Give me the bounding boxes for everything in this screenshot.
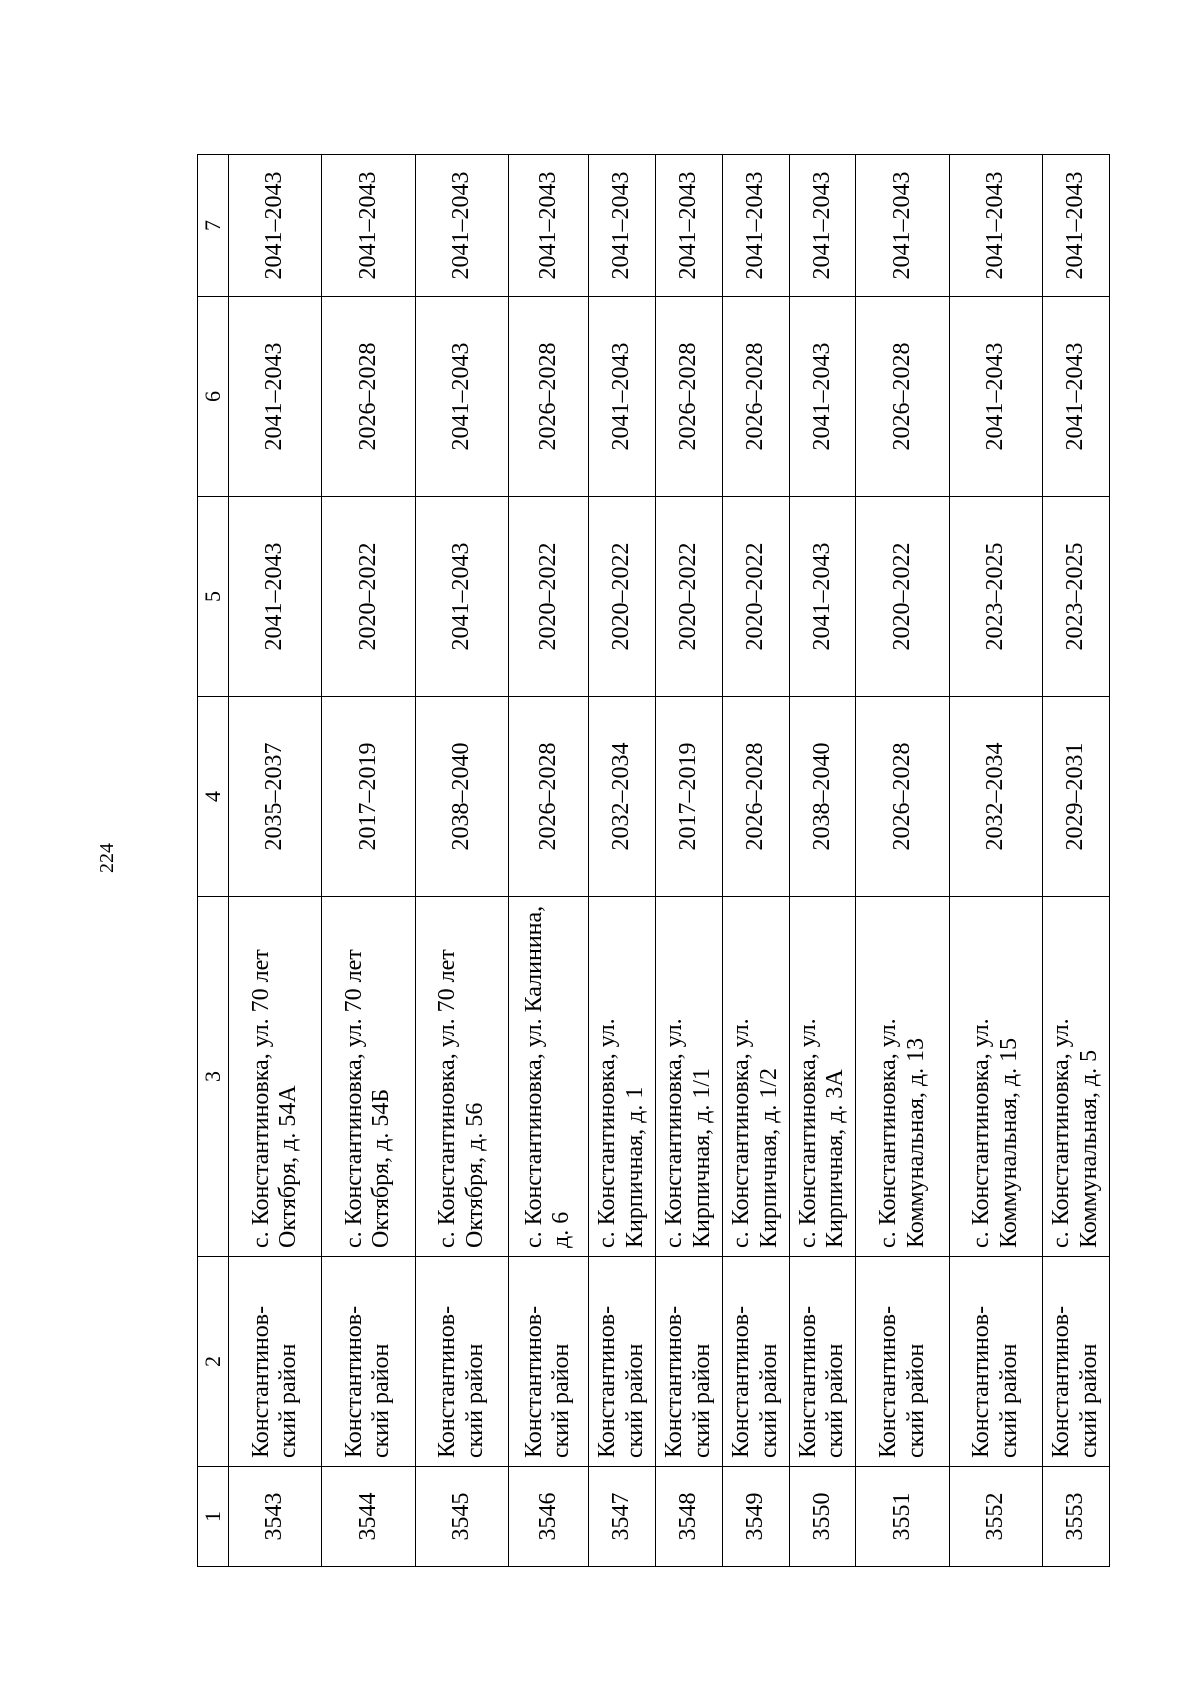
page-number: 224 bbox=[96, 843, 118, 873]
data-table bbox=[197, 154, 1110, 1567]
row-number: 3551 bbox=[856, 1467, 949, 1567]
table-row bbox=[508, 155, 588, 1567]
row-number: 3545 bbox=[415, 1467, 508, 1567]
table-row bbox=[655, 155, 722, 1567]
period-cell-4: 2032–2034 bbox=[588, 697, 655, 897]
table-row bbox=[415, 155, 508, 1567]
district-cell: Константинов-ский район bbox=[655, 1257, 722, 1467]
header-cell-4: 4 bbox=[198, 697, 229, 897]
period-cell-5: 2041–2043 bbox=[415, 497, 508, 697]
period-cell-5: 2023–2025 bbox=[949, 497, 1042, 697]
address-cell: с. Константиновка, ул. Коммунальная, д. 13 bbox=[856, 897, 949, 1257]
row-number: 3543 bbox=[229, 1467, 322, 1567]
header-cell-5: 5 bbox=[198, 497, 229, 697]
period-cell-5: 2020–2022 bbox=[588, 497, 655, 697]
period-cell-6: 2026–2028 bbox=[655, 297, 722, 497]
period-cell-4: 2017–2019 bbox=[655, 697, 722, 897]
district-cell: Константинов-ский район bbox=[588, 1257, 655, 1467]
period-cell-4: 2029–2031 bbox=[1043, 697, 1110, 897]
period-cell-7: 2041–2043 bbox=[949, 155, 1042, 297]
row-number: 3550 bbox=[789, 1467, 856, 1567]
district-cell: Константинов-ский район bbox=[789, 1257, 856, 1467]
district-cell: Константинов-ский район bbox=[508, 1257, 588, 1467]
row-number: 3549 bbox=[722, 1467, 789, 1567]
period-cell-7: 2041–2043 bbox=[415, 155, 508, 297]
period-cell-4: 2026–2028 bbox=[856, 697, 949, 897]
address-cell: с. Константиновка, ул. Кирпичная, д. 1 bbox=[588, 897, 655, 1257]
row-number: 3552 bbox=[949, 1467, 1042, 1567]
period-cell-7: 2041–2043 bbox=[722, 155, 789, 297]
period-cell-6: 2026–2028 bbox=[508, 297, 588, 497]
period-cell-7: 2041–2043 bbox=[789, 155, 856, 297]
period-cell-6: 2026–2028 bbox=[322, 297, 415, 497]
period-cell-5: 2020–2022 bbox=[856, 497, 949, 697]
address-cell: с. Константиновка, ул. 70 лет Октября, д. 54А bbox=[229, 897, 322, 1257]
period-cell-6: 2026–2028 bbox=[722, 297, 789, 497]
table-row bbox=[722, 155, 789, 1567]
period-cell-4: 2035–2037 bbox=[229, 697, 322, 897]
district-cell: Константинов-ский район bbox=[322, 1257, 415, 1467]
address-cell: с. Константиновка, ул. Коммунальная, д. 5 bbox=[1043, 897, 1110, 1257]
period-cell-7: 2041–2043 bbox=[322, 155, 415, 297]
period-cell-6: 2041–2043 bbox=[229, 297, 322, 497]
period-cell-6: 2041–2043 bbox=[949, 297, 1042, 497]
address-cell: с. Константиновка, ул. Кирпичная, д. 3А bbox=[789, 897, 856, 1257]
period-cell-7: 2041–2043 bbox=[588, 155, 655, 297]
row-number: 3544 bbox=[322, 1467, 415, 1567]
period-cell-5: 2041–2043 bbox=[789, 497, 856, 697]
header-cell-7: 7 bbox=[198, 155, 229, 297]
row-number: 3546 bbox=[508, 1467, 588, 1567]
table-row bbox=[856, 155, 949, 1567]
period-cell-7: 2041–2043 bbox=[655, 155, 722, 297]
period-cell-4: 2038–2040 bbox=[789, 697, 856, 897]
period-cell-7: 2041–2043 bbox=[508, 155, 588, 297]
period-cell-6: 2041–2043 bbox=[415, 297, 508, 497]
period-cell-6: 2041–2043 bbox=[588, 297, 655, 497]
period-cell-4: 2038–2040 bbox=[415, 697, 508, 897]
period-cell-7: 2041–2043 bbox=[229, 155, 322, 297]
period-cell-5: 2041–2043 bbox=[229, 497, 322, 697]
district-cell: Константинов-ский район bbox=[856, 1257, 949, 1467]
district-cell: Константинов-ский район bbox=[722, 1257, 789, 1467]
period-cell-5: 2020–2022 bbox=[508, 497, 588, 697]
table-row bbox=[1043, 155, 1110, 1567]
period-cell-5: 2020–2022 bbox=[655, 497, 722, 697]
header-cell-6: 6 bbox=[198, 297, 229, 497]
period-cell-7: 2041–2043 bbox=[856, 155, 949, 297]
address-cell: с. Константиновка, ул. Кирпичная, д. 1/2 bbox=[722, 897, 789, 1257]
address-cell: с. Константиновка, ул. 70 лет Октября, д. 54Б bbox=[322, 897, 415, 1257]
table-row bbox=[949, 155, 1042, 1567]
address-cell: с. Константиновка, ул. Коммунальная, д. 15 bbox=[949, 897, 1042, 1257]
row-number: 3547 bbox=[588, 1467, 655, 1567]
period-cell-7: 2041–2043 bbox=[1043, 155, 1110, 297]
table-row bbox=[229, 155, 322, 1567]
header-cell-1: 1 bbox=[198, 1467, 229, 1567]
row-number: 3553 bbox=[1043, 1467, 1110, 1567]
period-cell-4: 2017–2019 bbox=[322, 697, 415, 897]
period-cell-4: 2026–2028 bbox=[722, 697, 789, 897]
header-cell-3: 3 bbox=[198, 897, 229, 1257]
address-cell: с. Константиновка, ул. 70 лет Октября, д. 56 bbox=[415, 897, 508, 1257]
period-cell-6: 2041–2043 bbox=[1043, 297, 1110, 497]
table-row bbox=[588, 155, 655, 1567]
address-cell: с. Константиновка, ул. Калинина, д. 6 bbox=[508, 897, 588, 1257]
header-row bbox=[198, 155, 229, 1567]
period-cell-6: 2026–2028 bbox=[856, 297, 949, 497]
rotated-table-container bbox=[197, 155, 1110, 1567]
address-cell: с. Константиновка, ул. Кирпичная, д. 1/1 bbox=[655, 897, 722, 1257]
table-row bbox=[789, 155, 856, 1567]
period-cell-4: 2026–2028 bbox=[508, 697, 588, 897]
district-cell: Константинов-ский район bbox=[1043, 1257, 1110, 1467]
period-cell-5: 2020–2022 bbox=[322, 497, 415, 697]
row-number: 3548 bbox=[655, 1467, 722, 1567]
district-cell: Константинов-ский район bbox=[229, 1257, 322, 1467]
table-row bbox=[322, 155, 415, 1567]
period-cell-4: 2032–2034 bbox=[949, 697, 1042, 897]
period-cell-6: 2041–2043 bbox=[789, 297, 856, 497]
district-cell: Константинов-ский район bbox=[949, 1257, 1042, 1467]
header-cell-2: 2 bbox=[198, 1257, 229, 1467]
period-cell-5: 2020–2022 bbox=[722, 497, 789, 697]
period-cell-5: 2023–2025 bbox=[1043, 497, 1110, 697]
district-cell: Константинов-ский район bbox=[415, 1257, 508, 1467]
